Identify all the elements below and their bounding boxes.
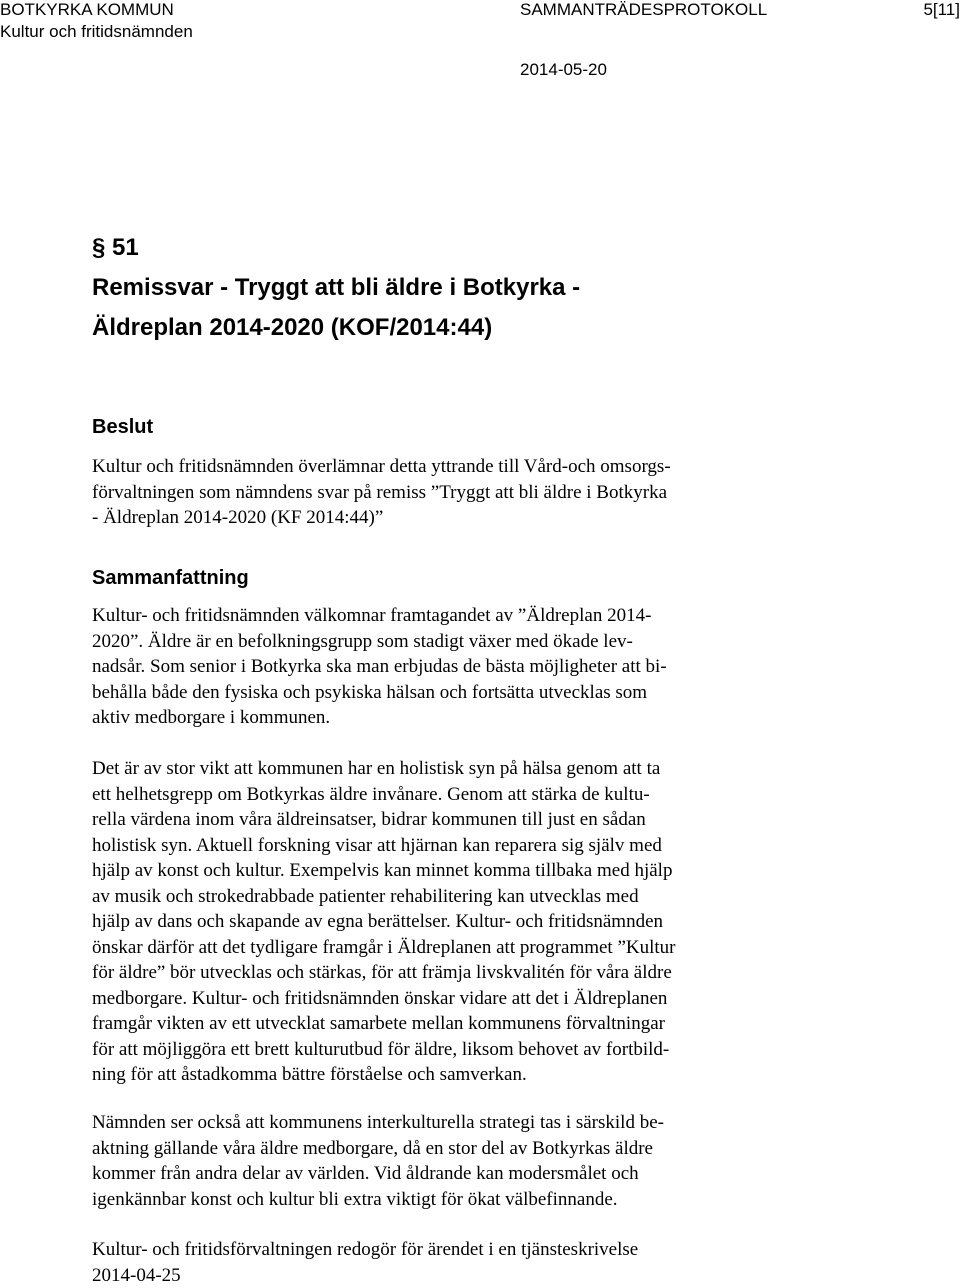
text-line: Det är av stor vikt att kommunen har en holistisk syn på hälsa genom att ta bbox=[92, 756, 812, 782]
text-line: för äldre” bör utvecklas och stärkas, för att främja livskvalitén för våra äldre bbox=[92, 960, 812, 986]
text-line: 2020”. Äldre är en befolkningsgrupp som stadigt växer med ökade lev- bbox=[92, 629, 812, 655]
text-line: Nämnden ser också att kommunens interkulturella strategi tas i särskild be- bbox=[92, 1110, 812, 1136]
text-line: av musik och strokedrabbade patienter rehabilitering kan utvecklas med bbox=[92, 884, 812, 910]
text-line: holistisk syn. Aktuell forskning visar att hjärnan kan reparera sig själv med bbox=[92, 833, 812, 859]
text-line: hjälp av dans och skapande av egna berättelser. Kultur- och fritidsnämnden bbox=[92, 909, 812, 935]
text-line: ett helhetsgrepp om Botkyrkas äldre invånare. Genom att stärka de kultu- bbox=[92, 782, 812, 808]
text-line: rella värdena inom våra äldreinsatser, bidrar kommunen till just en sådan bbox=[92, 807, 812, 833]
sammanfattning-heading: Sammanfattning bbox=[92, 565, 249, 591]
text-line: ning för att åstadkomma bättre förståelse och samverkan. bbox=[92, 1062, 812, 1088]
sammanfattning-paragraph-3 bbox=[92, 1110, 812, 1212]
text-line: kommer från andra delar av världen. Vid åldrande kan modersmålet och bbox=[92, 1161, 812, 1187]
text-line: igenkännbar konst och kultur bli extra viktigt för ökat välbefinnande. bbox=[92, 1187, 812, 1213]
section-title-line-2: Äldreplan 2014-2020 (KOF/2014:44) bbox=[92, 308, 912, 348]
section-title-line-1: Remissvar - Tryggt att bli äldre i Botkyrka - bbox=[92, 268, 912, 308]
meeting-date: 2014-05-20 bbox=[520, 60, 607, 80]
page-number: 5[11] bbox=[923, 0, 960, 20]
text-line: behålla både den fysiska och psykiska hälsan och fortsätta utvecklas som bbox=[92, 680, 812, 706]
sammanfattning-paragraph-1 bbox=[92, 603, 812, 731]
section-number: 51 bbox=[112, 234, 139, 261]
section-symbol: § bbox=[92, 234, 105, 261]
document-type: SAMMANTRÄDESPROTOKOLL bbox=[520, 0, 767, 20]
section-heading bbox=[92, 228, 912, 348]
text-line: önskar därför att det tydligare framgår i Äldreplanen att programmet ”Kultur bbox=[92, 935, 812, 961]
text-line: nadsår. Som senior i Botkyrka ska man erbjudas de bästa möjligheter att bi- bbox=[92, 654, 812, 680]
beslut-paragraph bbox=[92, 454, 812, 531]
sammanfattning-paragraph-2 bbox=[92, 756, 812, 1088]
text-line: Kultur och fritidsnämnden överlämnar detta yttrande till Vård-och omsorgs- bbox=[92, 454, 812, 480]
organization-name: BOTKYRKA KOMMUN bbox=[0, 0, 174, 20]
text-line: aktiv medborgare i kommunen. bbox=[92, 705, 812, 731]
text-line: Kultur- och fritidsnämnden välkomnar framtagandet av ”Äldreplan 2014- bbox=[92, 603, 812, 629]
text-line: 2014-04-25 bbox=[92, 1263, 812, 1288]
sammanfattning-paragraph-4 bbox=[92, 1237, 812, 1288]
beslut-heading: Beslut bbox=[92, 414, 153, 440]
section-number-line bbox=[92, 228, 912, 268]
committee-name: Kultur och fritidsnämnden bbox=[0, 22, 193, 42]
text-line: medborgare. Kultur- och fritidsnämnden önskar vidare att det i Äldreplanen bbox=[92, 986, 812, 1012]
text-line: aktning gällande våra äldre medborgare, då en stor del av Botkyrkas äldre bbox=[92, 1136, 812, 1162]
text-line: framgår vikten av ett utvecklat samarbete mellan kommunens förvaltningar bbox=[92, 1011, 812, 1037]
text-line: för att möjliggöra ett brett kulturutbud för äldre, liksom behovet av fortbild- bbox=[92, 1037, 812, 1063]
text-line: Kultur- och fritidsförvaltningen redogör för ärendet i en tjänsteskrivelse bbox=[92, 1237, 812, 1263]
text-line: - Äldreplan 2014-2020 (KF 2014:44)” bbox=[92, 505, 812, 531]
text-line: förvaltningen som nämndens svar på remiss ”Tryggt att bli äldre i Botkyrka bbox=[92, 480, 812, 506]
text-line: hjälp av konst och kultur. Exempelvis kan minnet komma tillbaka med hjälp bbox=[92, 858, 812, 884]
